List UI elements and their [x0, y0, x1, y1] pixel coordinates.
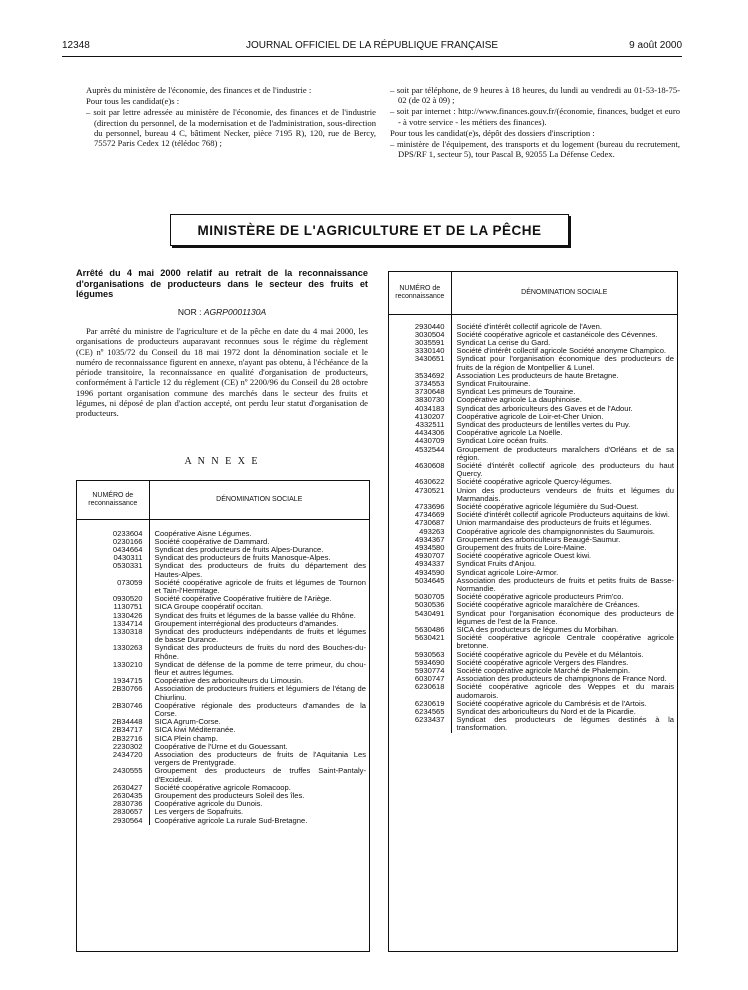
header-rule [62, 56, 682, 57]
company-name: Société coopérative agricole Quercy-légumes. [456, 477, 612, 487]
intro-paragraph: – ministère de l'équipement, des transports et du logement (bureau du recrutement, DPS/RF 1, secteur 5), tour Pascal B, 92055 La Défense Cedex. [390, 139, 680, 160]
company-name: Association des producteurs de fruits et petits fruits de Basse-Normandie. [456, 575, 674, 593]
company-name: Société coopérative agricole Marché de Phalempin. [456, 666, 630, 676]
issue-date: 9 août 2000 [629, 40, 682, 51]
recognition-number: 4934580 [389, 544, 451, 552]
recognition-number: 0530331 [77, 562, 149, 578]
nor-label: NOR : [177, 307, 202, 317]
company-name: Syndicat des producteurs de légumes destinés à la transformation. [456, 715, 674, 733]
recognition-number: 1330426 [77, 612, 149, 620]
recognition-number: 6234565 [389, 708, 451, 716]
recognition-number: 2B30766 [77, 685, 149, 701]
table-row [389, 716, 677, 732]
recognition-number: 3534692 [389, 372, 451, 380]
company-name: Syndicat Les primeurs de Touraine. [456, 387, 576, 397]
company-name: Syndicat des fruits et légumes de la basse vallée du Rhône. [154, 610, 356, 620]
arrete-title: Arrêté du 4 mai 2000 relatif au retrait de la reconnaissance d'organisations de producteurs dans le secteur des fruits et légumes [76, 268, 368, 299]
company-name: Société coopérative agricole producteurs Prim'co. [456, 592, 624, 602]
recognition-number: 1330210 [77, 661, 149, 677]
table-row [77, 562, 369, 578]
table-row [77, 767, 369, 783]
company-name: Les vergers de Sopafruits. [154, 807, 244, 817]
intro-paragraph: – soit par internet : http://www.finances.gouv.fr/(économie, finances, budget et euro - à votre service - les métiers des finances). [390, 106, 680, 127]
nor-code: AGRP0001130A [203, 307, 267, 317]
company-name: Société coopérative agricole de fruits et légumes de Tournon et Tain-l'Hermitage. [154, 577, 366, 595]
intro-paragraph: Auprès du ministère de l'économie, des finances et de l'industrie : [86, 85, 312, 95]
company-name: Société coopérative agricole Ouest kiwi. [456, 551, 592, 561]
column-header-name: DÉNOMINATION SOCIALE [451, 272, 677, 314]
company-name: Société coopérative de Dammard. [154, 536, 270, 546]
recognition-number: 4934367 [389, 536, 451, 544]
recognition-number: 2430555 [77, 767, 149, 783]
company-name: Société d'intérêt collectif agricole des producteurs du haut Quercy. [456, 460, 674, 479]
company-name: Société coopérative agricole du Cambrésis et de l'Artois. [456, 698, 647, 708]
company-name: Syndicat Fruitouraine. [456, 378, 531, 388]
table-row [389, 462, 677, 478]
company-name: Société coopérative agricole légumière du Sud-Ouest. [456, 501, 639, 511]
recognition-number: 2830736 [77, 800, 149, 808]
recognition-number: 2B30746 [77, 702, 149, 718]
recognition-number: 1330318 [77, 628, 149, 644]
table-row [77, 661, 369, 677]
recognition-number: 4430709 [389, 437, 451, 445]
recognition-number: 4733696 [389, 503, 451, 511]
company-name: Coopérative agricole La Noëlle. [456, 428, 563, 438]
company-name: SICA Agrum-Corse. [154, 717, 221, 727]
company-name: Union marmandaise des producteurs de fruits et légumes. [456, 518, 652, 528]
recognition-number: 0230166 [77, 538, 149, 546]
company-name: Société coopérative agricole des Weppes et du marais audomarois. [456, 682, 674, 700]
recognition-number: 5030536 [389, 601, 451, 609]
table-row [77, 519, 369, 538]
company-name: Société coopérative agricole Vergers des Flandres. [456, 657, 629, 667]
company-name: Société d'intérêt collectif agricole de l'Aven. [456, 321, 602, 331]
recognition-number: 2B34448 [77, 718, 149, 726]
recognition-number: 4730687 [389, 519, 451, 527]
company-name: Groupement des arboriculteurs Beaugé-Saumur. [456, 534, 621, 544]
column-header-name: DÉNOMINATION SOCIALE [149, 481, 369, 519]
recognition-number: 2B34717 [77, 726, 149, 734]
recognition-number: 4934590 [389, 569, 451, 577]
table-row [77, 644, 369, 660]
recognition-number: 2630427 [77, 784, 149, 792]
company-name: Syndicat pour l'organisation économique des producteurs de légumes de l'est de la France. [456, 608, 674, 626]
table-row [77, 579, 369, 595]
company-name: Syndicat de défense de la pomme de terre primeur, du chou-fleur et autres légumes. [154, 659, 366, 677]
intro-paragraph: Pour tous les candidat(e)s, dépôt des dossiers d'inscription : [390, 127, 595, 138]
company-name: Syndicat des arboriculteurs des Gaves et de l'Adour. [456, 403, 633, 413]
company-name: Société coopérative agricole Romacoop. [154, 782, 291, 792]
company-name: Coopérative agricole La rurale Sud-Bretagne. [154, 815, 308, 825]
table-row [389, 314, 677, 331]
recognition-number: 1330263 [77, 644, 149, 660]
table-row [389, 634, 677, 650]
recognition-number: 4730521 [389, 487, 451, 503]
recognition-number: 5930774 [389, 667, 451, 675]
company-name: Syndicat des producteurs indépendants de fruits et légumes de basse Durance. [154, 626, 366, 645]
nor-line [76, 307, 368, 317]
company-name: Groupement des producteurs de truffes Saint-Pantaly-d'Excideuil. [154, 766, 366, 784]
recognition-number: 2630435 [77, 792, 149, 800]
recognition-number: 4130207 [389, 413, 451, 421]
table-row [77, 702, 369, 718]
recognition-number: 2B32716 [77, 735, 149, 743]
recognition-number: 4332511 [389, 421, 451, 429]
arrete-body: Par arrêté du ministre de l'agriculture et de la pêche en date du 4 mai 2000, les organisations de producteurs auparavant reconnues sous le régime du règlement (CE) nº 1035/72 du Conseil du 18 mai 1972 dont la dénomination sociale et le numéro de reconnaissance figurent en annexe, n'ayant pas obtenu, à l'échéance de la période transitoire, la reconnaissance en qualité d'organisation de producteurs, conformément à l'article 12 du règlement (CE) nº 2200/96 du Conseil du 28 octobre 1996 portant organisation commune des marchés dans le secteur des fruits et légumes, ni déposé de plan d'action accepté, ont perdu leur statut d'organisation de producteurs. [76, 326, 368, 419]
company-name: Société coopérative agricole maraîchère de Créances. [456, 600, 640, 610]
recognition-number: 2930564 [77, 817, 149, 825]
company-name: Groupement des producteurs Soleil des îles. [154, 791, 305, 800]
recognition-number: 3730648 [389, 388, 451, 396]
recognition-number: 0430311 [77, 554, 149, 562]
recognition-number: 3830730 [389, 396, 451, 404]
recognition-number: 0434664 [77, 546, 149, 554]
company-name: Groupement des fruits de Loire-Maine. [456, 542, 587, 552]
recognition-number: 1934715 [77, 677, 149, 685]
recognition-number: 1334714 [77, 620, 149, 628]
column-header-number: NUMÉRO de reconnaissance [389, 272, 451, 314]
company-name: Coopérative agricole du Dunois. [154, 799, 263, 809]
recognition-number: 4734669 [389, 511, 451, 519]
recognition-number: 2830657 [77, 808, 149, 816]
company-name: SICA kiwi Méditerranée. [154, 725, 236, 735]
recognition-number: 073059 [77, 579, 149, 595]
company-name: Syndicat Fruits d'Anjou. [456, 559, 537, 569]
company-name: Société d'intérêt collectif agricole Société anonyme Champico. [456, 346, 667, 356]
company-name: Groupement interrégional des producteurs d'amandes. [154, 618, 339, 628]
recognition-number: 5030705 [389, 593, 451, 601]
recognition-number: 6030747 [389, 675, 451, 683]
company-name: Syndicat des producteurs de lentilles vertes du Puy. [456, 419, 631, 429]
company-name: Association Les producteurs de haute Bretagne. [456, 370, 619, 380]
intro-paragraph: Pour tous les candidat(e)s : [86, 96, 180, 107]
column-header-number: NUMÉRO de reconnaissance [77, 481, 149, 519]
company-name: Société coopérative agricole Centrale coopérative agricole bretonne. [456, 633, 674, 651]
company-name: SICA des producteurs de légumes du Morbihan. [456, 625, 619, 635]
company-name: Association des producteurs de champignons de France Nord. [456, 674, 667, 684]
recognition-number: 3035591 [389, 339, 451, 347]
intro-right-column [390, 85, 680, 160]
intro-paragraph: – soit par téléphone, de 9 heures à 18 heures, du lundi au vendredi au 01-53-18-75-02 (de 02 à 09) ; [390, 85, 680, 106]
company-name: Coopérative des arboriculteurs du Limousin. [154, 676, 304, 686]
company-name: Syndicat des arboriculteurs du Nord et de la Picardie. [456, 707, 636, 717]
company-name: Syndicat des producteurs de fruits du nord des Bouches-du-Rhône. [154, 643, 366, 661]
recognition-number: 6233437 [389, 716, 451, 732]
recognition-number: 1130751 [77, 603, 149, 611]
recognition-number: 5930563 [389, 651, 451, 659]
table-row [389, 487, 677, 503]
recognition-number: 4034183 [389, 405, 451, 413]
recognition-number: 5430491 [389, 610, 451, 626]
recognition-number: 4532544 [389, 446, 451, 462]
company-name: Coopérative agricole des champignonnistes du Saumurois. [456, 526, 655, 536]
recognition-number: 3030504 [389, 331, 451, 339]
company-name: Coopérative agricole de Loir-et-Cher Union. [456, 411, 604, 421]
table-row [389, 446, 677, 462]
table-row [77, 685, 369, 701]
recognition-number: 2230302 [77, 743, 149, 751]
recognition-number: 0930520 [77, 595, 149, 603]
intro-left-column [86, 85, 376, 149]
recognition-number: 4434306 [389, 429, 451, 437]
company-name: Coopérative régionale des producteurs d'amandes de la Corse. [154, 700, 366, 718]
recognition-number: 0233604 [77, 519, 149, 538]
company-name: Association des producteurs de fruits de l'Aquitania Les vergers de Prentygrade. [154, 749, 366, 768]
recognition-number: 5934690 [389, 659, 451, 667]
page-number: 12348 [62, 40, 90, 51]
recognition-number: 493263 [389, 528, 451, 536]
company-name: Société coopérative agricole et castanéicole des Cévennes. [456, 329, 658, 339]
recognition-number: 2930440 [389, 314, 451, 331]
recognition-number: 6230619 [389, 700, 451, 708]
company-name: Syndicat des producteurs de fruits Alpes-Durance. [154, 544, 324, 554]
recognition-number: 5034645 [389, 577, 451, 593]
company-name: Société coopérative Coopérative fruitière de l'Ariège. [154, 594, 332, 604]
company-name: Syndicat La cerise du Gard. [456, 337, 551, 347]
company-name: Coopérative agricole La dauphinoise. [456, 395, 582, 405]
company-name: Syndicat des producteurs de fruits Manosque-Alpes. [154, 553, 331, 563]
recognition-number: 4630622 [389, 478, 451, 486]
table-row [389, 610, 677, 626]
table-row [77, 751, 369, 767]
recognition-number: 3330140 [389, 347, 451, 355]
company-name: Syndicat des producteurs de fruits du département des Hautes-Alpes. [154, 561, 366, 579]
running-header [62, 40, 682, 54]
table-row [77, 817, 369, 825]
company-name: Groupement de producteurs maraîchers d'Orléans et de sa région. [456, 444, 674, 462]
company-name: Coopérative Aisne Légumes. [154, 528, 252, 538]
company-name: Syndicat agricole Loire-Armor. [456, 567, 559, 577]
company-name: Coopérative de l'Urne et du Gouessant. [154, 741, 288, 751]
journal-title: JOURNAL OFFICIEL DE LA RÉPUBLIQUE FRANÇAISE [245, 40, 499, 51]
recognition-number: 4630608 [389, 462, 451, 478]
company-name: Syndicat pour l'organisation économique des producteurs de fruits de la région de Montpellier & Lunel. [456, 354, 674, 372]
recognition-number: 5630486 [389, 626, 451, 634]
recognition-number: 6230618 [389, 683, 451, 699]
recognition-number: 3430651 [389, 355, 451, 371]
intro-paragraph: – soit par lettre adressée au ministère de l'économie, des finances et de l'industrie (direction du personnel, de la modernisation et de l'administration, sous-direction du personnel, bureau 4 C, bâtiment Necker, pièce 7195 R), 120, rue de Bercy, 75572 Paris Cedex 12 (télédoc 768) ; [86, 107, 376, 149]
recognition-number: 4930707 [389, 552, 451, 560]
table-row [389, 577, 677, 593]
company-name: Société coopérative agricole du Pevèle et du Mélantois. [456, 649, 644, 659]
table-row [77, 628, 369, 644]
table-row [389, 683, 677, 699]
annex-table-left [76, 480, 370, 952]
company-name: Union des producteurs vendeurs de fruits et légumes du Marmandais. [456, 485, 674, 503]
company-name: Société d'intérêt collectif agricole Producteurs aquitains de kiwi. [456, 510, 670, 520]
company-name: Syndicat Loire océan fruits. [456, 436, 549, 446]
company-name: SICA Groupe coopératif occitan. [154, 602, 263, 612]
annexe-title: A N N E X E [184, 456, 260, 467]
recognition-number: 2434720 [77, 751, 149, 767]
table-row [389, 355, 677, 371]
annex-table-right [388, 271, 678, 952]
recognition-number: 4934337 [389, 560, 451, 568]
company-name: SICA Plein champ. [154, 733, 218, 743]
ministry-banner: MINISTÈRE DE L'AGRICULTURE ET DE LA PÊCHE [170, 214, 569, 246]
recognition-number: 3734553 [389, 380, 451, 388]
company-name: Association de producteurs fruitiers et légumiers de l'étang de Chiurlinu. [154, 684, 366, 702]
recognition-number: 5630421 [389, 634, 451, 650]
